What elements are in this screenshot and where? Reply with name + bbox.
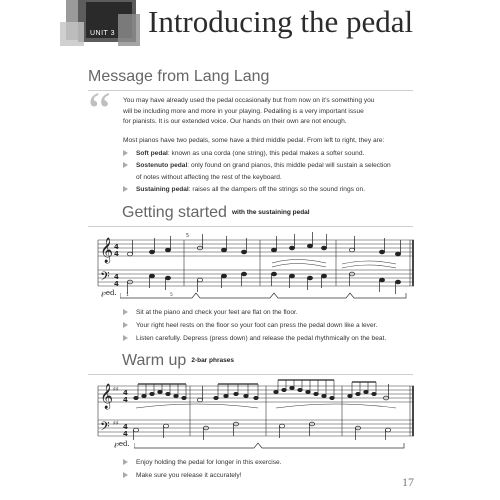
svg-text:4: 4 (123, 430, 128, 438)
list-item: Your right heel rests on the floor so your foot can press the pedal down like a lever. (123, 319, 423, 332)
treble-clef-icon: 𝄞 (100, 384, 114, 409)
getting-started-subheading: with the sustaining pedal (231, 209, 310, 217)
list-item: Enjoy holding the pedal for longer in this exercise. (123, 456, 423, 469)
list-item: Listen carefully. Depress (press down) and release the pedal rhythmically on the beat. (123, 332, 423, 345)
message-line: for pianists. It is our extended voice. Our hands on their own are not enough. (123, 118, 347, 125)
bullet-arrow-icon (123, 309, 128, 315)
bullet-arrow-icon (123, 335, 128, 341)
svg-text:4: 4 (114, 250, 119, 258)
list-item: Sit at the piano and check your feet are flat on the floor. (123, 306, 423, 319)
list-item: Make sure you release it accurately! (123, 469, 423, 482)
pedal-name: Sostenuto pedal (136, 162, 188, 169)
time-signature: 4 (123, 389, 128, 397)
message-line: will be including more and more in your playing. Pedalling is a very important issue (123, 107, 364, 115)
section-rule (88, 90, 413, 91)
measure-number: 5 (186, 233, 190, 239)
pedal-bracket (120, 292, 410, 300)
bullet-arrow-icon (123, 162, 128, 168)
bass-clef-icon: 𝄢 (100, 269, 110, 287)
list-item: Sostenuto pedal: only found on grand pianos, this middle pedal will sustain a selection (123, 160, 423, 172)
pedals-intro: Most pianos have two pedals, some have a third middle pedal. From left to right, they are: (123, 137, 385, 144)
getting-started-heading: Getting started with the sustaining pedal (122, 204, 310, 221)
svg-text:4: 4 (114, 280, 119, 288)
svg-text:♯♯: ♯♯ (113, 420, 119, 427)
svg-text:4: 4 (123, 396, 128, 404)
page-number: 17 (402, 475, 414, 489)
bullet-arrow-icon (123, 322, 128, 328)
bullet-arrow-icon (123, 186, 128, 192)
pedal-name: Sustaining pedal (136, 186, 189, 193)
message-heading: Message from Lang Lang (88, 68, 270, 85)
bullet-arrow-icon (123, 472, 128, 478)
finger-number: 5 (170, 293, 173, 298)
section-rule (88, 374, 413, 375)
list-item: Sustaining pedal: raises all the dampers off the strings so the sound rings on. (123, 184, 423, 196)
pedal-mark: ℘ed. (114, 440, 130, 448)
pedal-list (123, 148, 423, 196)
svg-text:4: 4 (114, 273, 119, 281)
list-item-continuation: of notes without affecting the rest of the keyboard. (136, 174, 282, 181)
warm-up-subheading: 2-bar phrases (191, 357, 234, 365)
bullet-arrow-icon (123, 150, 128, 156)
time-signature: 4 (114, 243, 119, 251)
svg-text:4: 4 (123, 423, 128, 431)
finger-number: 1 (126, 293, 129, 298)
pedal-mark: ℘ed. (101, 289, 117, 297)
getting-started-steps (123, 306, 423, 345)
bullet-arrow-icon (123, 459, 128, 465)
warm-up-steps (123, 456, 423, 482)
treble-clef-icon: 𝄞 (100, 238, 114, 263)
message-line: You may have already used the pedal occasionally but from now on it’s something you (123, 97, 375, 104)
warm-up-heading: Warm up 2-bar phrases (122, 352, 234, 369)
list-item: Soft pedal: known as una corda (one string), this pedal makes a softer sound. (123, 148, 423, 160)
key-signature: ♯♯ (113, 386, 119, 393)
unit-label: UNIT 3 (90, 30, 116, 37)
pedal-name: Soft pedal (136, 150, 168, 157)
warm-up-score (96, 378, 418, 442)
quote-mark: “ (88, 83, 112, 140)
page-title: Introducing the pedal (148, 4, 414, 39)
pedal-bracket (134, 442, 410, 450)
bass-clef-icon: 𝄢 (100, 419, 110, 437)
message-body (123, 96, 423, 128)
getting-started-score (96, 230, 418, 298)
section-rule (88, 226, 413, 227)
